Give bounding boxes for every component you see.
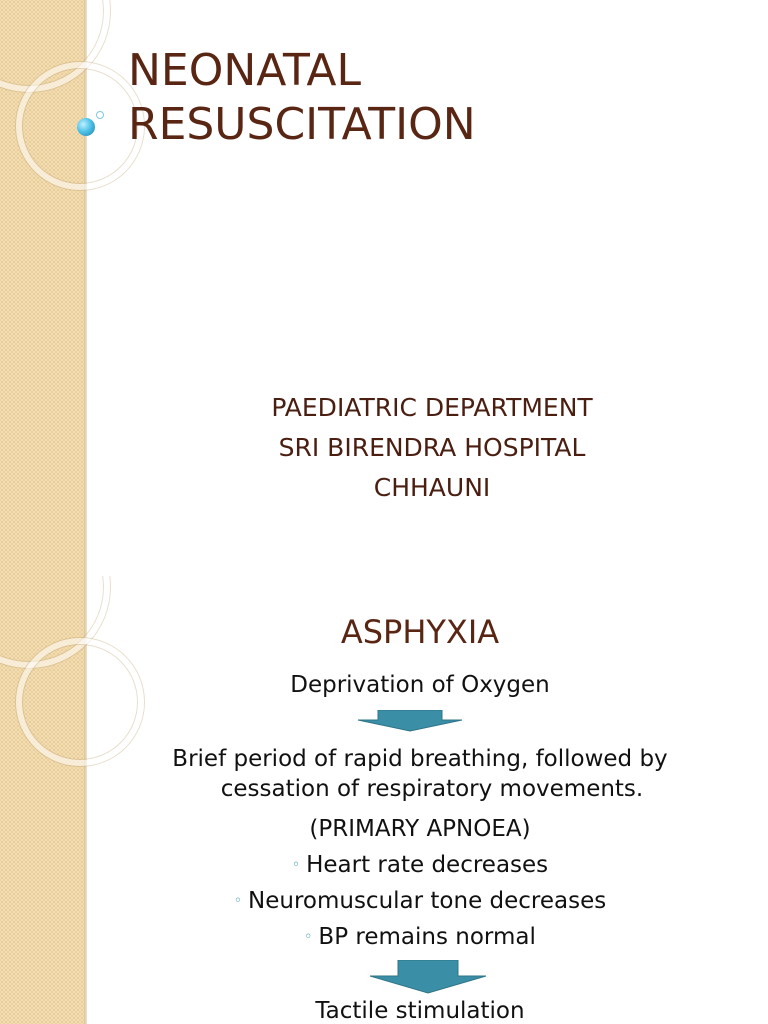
title-line-2: RESUSCITATION xyxy=(128,99,476,150)
bullet-item xyxy=(110,850,730,880)
slide-2 xyxy=(0,576,768,1024)
small-ring-icon xyxy=(96,111,104,119)
subtitle-location: CHHAUNI xyxy=(373,473,491,502)
subtitle-hospital: SRI BIRENDRA HOSPITAL xyxy=(278,433,586,462)
bullet-marker-icon: ◦ xyxy=(291,857,301,873)
bullet-marker-icon: ◦ xyxy=(233,893,243,909)
tactile-stimulation-text: Tactile stimulation xyxy=(315,998,525,1024)
breathing-paragraph xyxy=(130,744,710,804)
deprivation-text: Deprivation of Oxygen xyxy=(290,672,550,698)
slide-title: ASPHYXIA xyxy=(340,613,500,651)
slide-title xyxy=(128,44,476,152)
bullet-marker-icon: ◦ xyxy=(304,929,313,945)
subtitle-department: PAEDIATRIC DEPARTMENT xyxy=(271,393,593,422)
paragraph-line-2: cessation of respiratory movements. xyxy=(220,776,644,802)
primary-apnoea-label: (PRIMARY APNOEA) xyxy=(309,816,531,842)
down-arrow-icon xyxy=(368,960,490,994)
bullet-text: Heart rate decreases xyxy=(306,852,549,878)
decorative-ring-bottom xyxy=(16,638,144,766)
paragraph-line-1: Brief period of rapid breathing, followed by xyxy=(172,746,668,772)
down-arrow-icon xyxy=(356,710,464,732)
blue-bead-icon xyxy=(77,118,95,136)
bullet-item xyxy=(110,922,730,952)
slide-subtitle xyxy=(140,388,724,508)
bullet-item xyxy=(110,886,730,916)
title-line-1: NEONATAL xyxy=(128,45,362,96)
bullet-text: Neuromuscular tone decreases xyxy=(248,888,607,914)
bullet-text: BP remains normal xyxy=(318,924,536,950)
